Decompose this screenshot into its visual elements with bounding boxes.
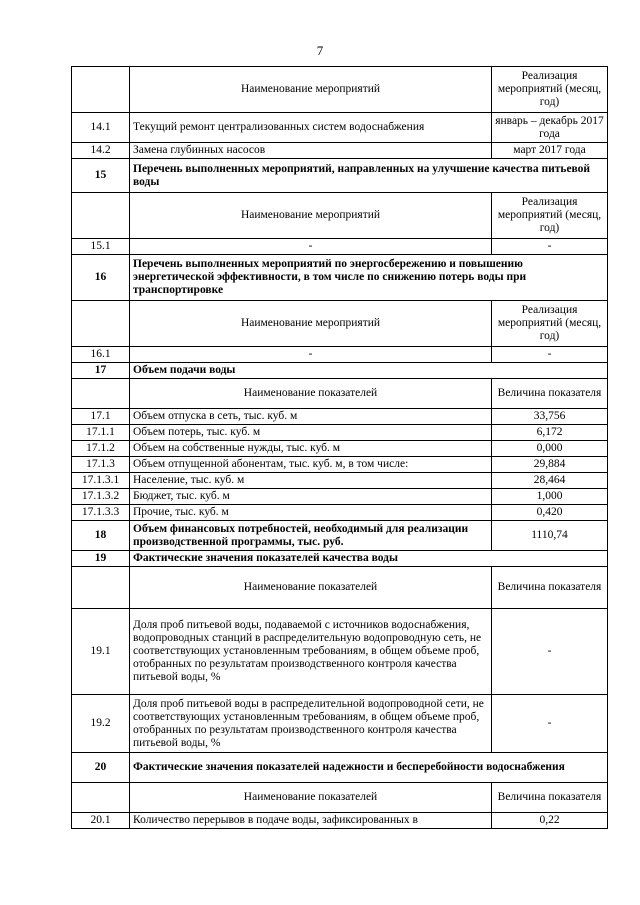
table-row xyxy=(72,695,608,753)
section-number: 19 xyxy=(72,551,130,567)
table-row xyxy=(72,113,608,143)
header-indicator-name: Наименование показателей xyxy=(130,783,492,813)
row-value: 6,172 xyxy=(492,425,608,441)
row-value: 28,464 xyxy=(492,473,608,489)
section-title: Фактические значения показателей надежности и бесперебойности водоснабжения xyxy=(130,753,608,783)
section-row xyxy=(72,159,608,193)
table-row xyxy=(72,425,608,441)
section-number: 18 xyxy=(72,521,130,551)
row-text: Объем отпуска в сеть, тыс. куб. м xyxy=(130,409,492,425)
row-value: - xyxy=(492,609,608,695)
empty-cell xyxy=(72,379,130,409)
empty-cell xyxy=(72,193,130,239)
row-text: - xyxy=(130,347,492,363)
row-number: 16.1 xyxy=(72,347,130,363)
row-text: Доля проб питьевой воды в распределительной водопроводной сети, не соответствующих установленным требованиям, в общем объеме проб, отобранных по результатам производственного контроля качества питьевой воды, % xyxy=(130,695,492,753)
row-value: 33,756 xyxy=(492,409,608,425)
row-value: 0,420 xyxy=(492,505,608,521)
row-value: 29,884 xyxy=(492,457,608,473)
row-text: Объем отпущенной абонентам, тыс. куб. м, в том числе: xyxy=(130,457,492,473)
report-table xyxy=(71,66,608,829)
table-row xyxy=(72,505,608,521)
row-value: - xyxy=(492,239,608,255)
row-text: Текущий ремонт централизованных систем водоснабжения xyxy=(130,113,492,143)
table-row xyxy=(72,239,608,255)
row-number: 17.1 xyxy=(72,409,130,425)
row-number: 17.1.2 xyxy=(72,441,130,457)
empty-cell xyxy=(72,783,130,813)
row-value: - xyxy=(492,695,608,753)
row-text: Объем потерь, тыс. куб. м xyxy=(130,425,492,441)
section-value: 1110,74 xyxy=(492,521,608,551)
table-header-row xyxy=(72,567,608,609)
row-text: Прочие, тыс. куб. м xyxy=(130,505,492,521)
section-row xyxy=(72,255,608,301)
row-value: 0,22 xyxy=(492,813,608,829)
table-row xyxy=(72,143,608,159)
row-text: Доля проб питьевой воды, подаваемой с источников водоснабжения, водопроводных станций в распределительную водопроводную сеть, не соответствующих установленным требованиям, в общем объеме проб, отобранных по результатам производственного контроля качества питьевой воды, % xyxy=(130,609,492,695)
header-indicator-value: Величина показателя xyxy=(492,567,608,609)
page-number: 7 xyxy=(316,43,324,58)
table-row xyxy=(72,409,608,425)
header-event-realization: Реализация мероприятий (месяц, год) xyxy=(492,193,608,239)
row-value: январь – декабрь 2017 года xyxy=(492,113,608,143)
row-number: 20.1 xyxy=(72,813,130,829)
section-title: Объем подачи воды xyxy=(130,363,608,379)
section-number: 16 xyxy=(72,255,130,301)
row-number: 17.1.3.2 xyxy=(72,489,130,505)
empty-cell xyxy=(72,567,130,609)
section-title: Фактические значения показателей качества воды xyxy=(130,551,608,567)
header-event-name: Наименование мероприятий xyxy=(130,301,492,347)
table-row xyxy=(72,457,608,473)
header-event-name: Наименование мероприятий xyxy=(130,193,492,239)
section-title: Объем финансовых потребностей, необходимый для реализации производственной программы, тыс. руб. xyxy=(130,521,492,551)
table-row xyxy=(72,813,608,829)
empty-cell xyxy=(72,67,130,113)
row-number: 17.1.3.3 xyxy=(72,505,130,521)
table-header-row xyxy=(72,783,608,813)
table-header-row xyxy=(72,379,608,409)
row-value: - xyxy=(492,347,608,363)
row-text: - xyxy=(130,239,492,255)
section-number: 17 xyxy=(72,363,130,379)
table-header-row xyxy=(72,67,608,113)
row-number: 14.2 xyxy=(72,143,130,159)
row-value: 1,000 xyxy=(492,489,608,505)
header-indicator-name: Наименование показателей xyxy=(130,567,492,609)
header-event-realization: Реализация мероприятий (месяц, год) xyxy=(492,67,608,113)
header-event-name: Наименование мероприятий xyxy=(130,67,492,113)
section-row xyxy=(72,521,608,551)
section-row xyxy=(72,753,608,783)
header-indicator-name: Наименование показателей xyxy=(130,379,492,409)
row-number: 15.1 xyxy=(72,239,130,255)
section-number: 20 xyxy=(72,753,130,783)
table-row xyxy=(72,473,608,489)
row-value: 0,000 xyxy=(492,441,608,457)
header-event-realization: Реализация мероприятий (месяц, год) xyxy=(492,301,608,347)
row-value: март 2017 года xyxy=(492,143,608,159)
table-header-row xyxy=(72,301,608,347)
section-row xyxy=(72,363,608,379)
row-text: Бюджет, тыс. куб. м xyxy=(130,489,492,505)
row-text: Объем на собственные нужды, тыс. куб. м xyxy=(130,441,492,457)
row-number: 17.1.3.1 xyxy=(72,473,130,489)
section-row xyxy=(72,551,608,567)
section-number: 15 xyxy=(72,159,130,193)
row-number: 19.2 xyxy=(72,695,130,753)
row-number: 14.1 xyxy=(72,113,130,143)
section-title: Перечень выполненных мероприятий, направленных на улучшение качества питьевой воды xyxy=(130,159,608,193)
header-indicator-value: Величина показателя xyxy=(492,783,608,813)
row-number: 17.1.3 xyxy=(72,457,130,473)
empty-cell xyxy=(72,301,130,347)
row-number: 17.1.1 xyxy=(72,425,130,441)
header-indicator-value: Величина показателя xyxy=(492,379,608,409)
table-row xyxy=(72,609,608,695)
row-text: Количество перерывов в подаче воды, зафиксированных в xyxy=(130,813,492,829)
row-text: Население, тыс. куб. м xyxy=(130,473,492,489)
section-title: Перечень выполненных мероприятий по энергосбережению и повышению энергетической эффективности, в том числе по снижению потерь воды при транспортировке xyxy=(130,255,608,301)
row-text: Замена глубинных насосов xyxy=(130,143,492,159)
table-row xyxy=(72,441,608,457)
table-row xyxy=(72,489,608,505)
table-row xyxy=(72,347,608,363)
table-header-row xyxy=(72,193,608,239)
row-number: 19.1 xyxy=(72,609,130,695)
